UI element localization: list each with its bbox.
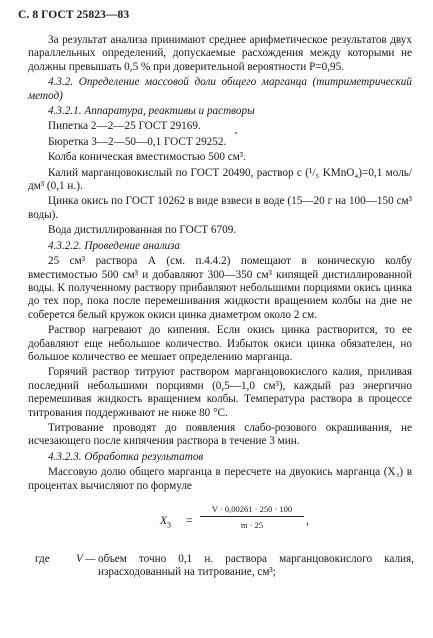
document-body — [28, 34, 412, 583]
page-header: С. 8 ГОСТ 25823—83 — [18, 9, 130, 21]
procedure-paragraph-2: Раствор нагревают до кипения. Если окись цинка растворится, то ее добавляют еще небольшое количество. Избыток окиси цинка обязателен, но большое количество ее мешает определению марганца. — [28, 324, 412, 363]
formula-numerator: V · 0,00261 · 250 · 100 — [211, 504, 293, 514]
formula-denominator: m · 25 — [240, 520, 264, 530]
procedure-paragraph-1: 25 см³ раствора А (см. п.4.4.2) помещают в коническую колбу вместимостью 500 см³ и добавляют 300—350 см³ кипящей дистиллированной воды. К полученному раствору прибавляют небольшими порциями окись цинка до тех пор, пока после перемешивания жидкости вращением колбы на дне не соберется белый кружок окиси цинка диаметром около 2 см. — [28, 255, 412, 321]
formula — [28, 503, 412, 543]
section-4-3-2-heading: 4.3.2. Определение массовой доли общего марганца (титриметрический метод) — [28, 76, 412, 102]
procedure-paragraph-3: Горячий раствор титруют раствором марганцовокислого калия, приливая последний небольшими порциями (0,5—1,0 см³), каждый раз энергично перемешивая жидкость вращением колбы. Температура раствора в процессе титрования поддерживают не ниже 80 °С. — [28, 366, 412, 419]
calculation-paragraph: Массовую долю общего марганца в пересчете на двуокись марганца (Х₃) в процентах вычисляют по формуле — [28, 466, 412, 492]
section-4-3-2-2-heading: 4.3.2.2. Проведение анализа — [48, 239, 181, 252]
water-line: Вода дистиллированная по ГОСТ 6709. — [48, 224, 237, 237]
burette-line: Бюретка 3—2—50—0,1 ГОСТ 29252. — [48, 135, 227, 148]
where-block — [28, 553, 412, 583]
section-4-3-2-1-heading: 4.3.2.1. Аппаратура, реактивы и растворы — [48, 105, 255, 118]
kmno4-paragraph: Калий марганцовокислый по ГОСТ 20490, раствор с (¹/₅ KMnO₄)=0,1 моль/дм³ (0,1 н.). — [28, 166, 412, 193]
zinc-oxide-paragraph: Цинка окись по ГОСТ 10262 в виде взвеси в воде (15—20 г на 100—150 см³ воды). — [28, 195, 412, 221]
section-4-3-2-3-heading: 4.3.2.3. Обработка результатов — [48, 450, 204, 463]
formula-equals: = — [186, 515, 193, 527]
where-variable: V — — [76, 553, 96, 565]
formula-comma: , — [306, 515, 309, 527]
result-paragraph: За результат анализа принимают среднее арифметическое результатов двух параллельных определений, допускаемые расхождения между которыми не должны превышать 0,5 % при доверительной вероятности Р=0,95. — [28, 34, 412, 73]
where-label: где — [35, 553, 50, 565]
formula-lhs: $X_3$ — [160, 515, 172, 530]
flask-line: Колба коническая вместимостью 500 см³. — [48, 151, 246, 164]
procedure-paragraph-4: Титрование проводят до появления слабо-розового окрашивания, не исчезающего после кипячения раствора в течение 3 мин. — [28, 421, 412, 448]
pipette-line: Пипетка 2—2—25 ГОСТ 29169. — [48, 120, 201, 133]
where-definition: объем точно 0,1 н. раствора марганцовокислого калия, израсходованный на титрование, см³; — [98, 553, 414, 579]
fraction-bar — [200, 516, 304, 517]
